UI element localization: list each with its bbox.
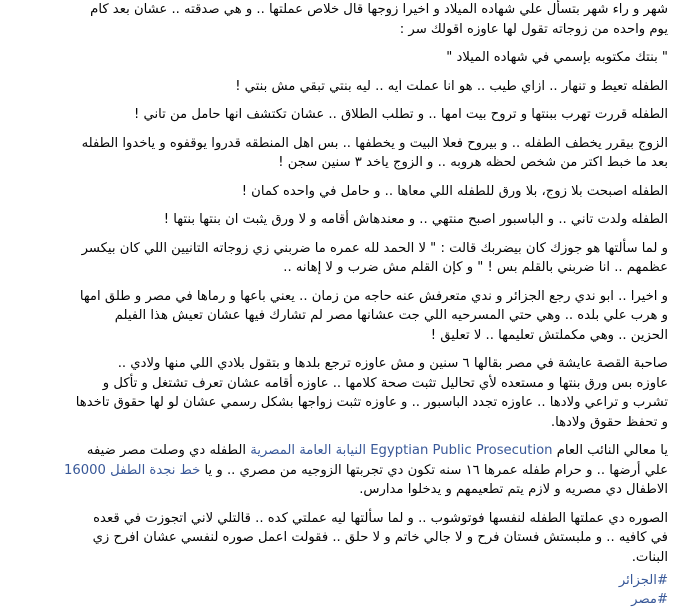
hashtags	[8, 571, 668, 609]
text-line: الزوج بيقرر يخطف الطفله .. و بيروح فعلا البيت و يخطفها .. بس اهل المنطقه قدروا يوقفوه و ياخدوا الطفله	[81, 135, 668, 151]
paragraph-photo	[8, 509, 668, 568]
text-line: الطفله قررت تهرب ببنتها و تروح بيت امها .. و تطلب الطلاق .. عشان تكتشف انها حامل من تاني !	[134, 107, 668, 122]
text-line: و تحفظ حقوق ولادها.	[550, 414, 668, 430]
text-line: الحزين .. وهي مكملتش تعليمها .. لا تعليق !	[430, 327, 668, 343]
text-line: الطفله ولدت تاني .. و الباسبور اصبح منتهي .. و معندهاش أقامه و لا ورق يثبت ان بنتها بنتها !	[163, 212, 668, 227]
text-line: بعد ما خبط اكتر من شخص لحظه هروبه .. و الزوج ياخد ٣ سنين سجن !	[278, 155, 668, 170]
paragraph-appeal	[8, 441, 668, 500]
text-line: البنات.	[631, 549, 668, 565]
paragraph-passport	[8, 210, 668, 230]
paragraph-no-husband	[8, 182, 668, 202]
text-line: الصوره دي عملتها الطفله لنفسها فوتوشوب .. و لما سألتها ليه عملتي كده .. قالتلي لاني اتجوزت في قعده	[93, 510, 668, 526]
text-segment: يا معالي النائب العام	[556, 443, 668, 458]
text-line: الطفله اصبحت بلا زوج، بلا ورق للطفله اللي معاها .. و حامل في واحده كمان !	[241, 183, 668, 199]
paragraph-father-left	[8, 287, 668, 346]
paragraph-demands	[8, 354, 668, 432]
text-line: و لما سألتها هو جوزك كان بيضربك قالت : " لا الحمد لله عمره ما ضربني زي زوجاته التانيين اللي كان بيكسر	[81, 240, 668, 256]
mention-child-helpline[interactable]: خط نجدة الطفل 16000	[63, 462, 201, 478]
paragraph-beating	[8, 239, 668, 278]
text-line: في كافيه .. و ملبستش فستان فرح و لا جالي خاتم و لا حلق .. فقولت اعمل صوره لنفسي عشان افرح زي	[92, 530, 668, 545]
text-line: تشرب و تراعي ولادها .. عاوزه تجدد الباسبور .. و عاوزه تثبت زواجها بشكل رسمي عشان لو لها حقوق تاخدها	[75, 395, 668, 410]
hashtag-egypt[interactable]: #مصر	[631, 592, 668, 607]
mention-public-prosecution[interactable]: Egyptian Public Prosecution النيابة العامة المصرية	[250, 443, 553, 458]
paragraph-birth-certificate	[8, 0, 668, 39]
text-line: يوم واحده من زوجاته تقول لها عاوزه اقولك سر :	[399, 21, 668, 37]
quote-text: " بنتك مكتوبه بإسمي في شهاده الميلاد "	[446, 50, 668, 65]
text-line: صاحبة القصة عايشة في مصر بقالها ٦ سنين و مش عاوزه ترجع بلدها و بتقول بلادي اللي منها ولادي ..	[117, 356, 668, 371]
text-line: الاطفال دي مصريه و لازم يتم تطعيمهم و يدخلوا مدارس.	[359, 482, 668, 497]
paragraph-kidnap	[8, 134, 668, 173]
text-segment: الطفله دي وصلت مصر ضيفه	[86, 443, 247, 458]
text-line: الطفله تعيط و تنهار .. ازاي طيب .. هو انا عملت ايه .. ليه بنتي تبقي مش بنتي !	[235, 78, 668, 94]
text-line: عظمهم .. انا ضربني بالقلم بس ! " و كإن القلم مش ضرب و لا إهانه ..	[283, 260, 668, 275]
text-line: و اخيرا .. ابو ندي رجع الجزائر و ندي متعرفش عنه حاجه من زمان .. يعني باعها و رماها في مصر و طلق امها	[79, 288, 668, 304]
paragraph-crying	[8, 77, 668, 97]
text-line: شهر و راء شهر بتسأل علي شهاده الميلاد و اخيرا زوجها قال خلاص عملتها .. و هي صدقته .. عشان بعد كام	[90, 2, 668, 17]
paragraph-escape	[8, 105, 668, 125]
text-line: و هرب علي بلده .. وهي حتي المسرحيه اللي جت عشانها مصر لم تشارك فيها عشان تعيش هذا الفيلم	[114, 308, 668, 323]
text-line: عاوزه بس ورق بنتها و مستعده لأي تحاليل تثبت صحة كلامها .. عاوزه أقامه عشان تعرف تشتغل و تأكل و	[102, 375, 668, 391]
hashtag-algeria[interactable]: #الجزائر	[618, 573, 668, 588]
text-segment: علي أرضها .. و حرام طفله عمرها ١٦ سنه تكون دي تجربتها الزوجيه من مصري .. و يا	[204, 462, 668, 478]
paragraph-quote	[8, 48, 668, 68]
